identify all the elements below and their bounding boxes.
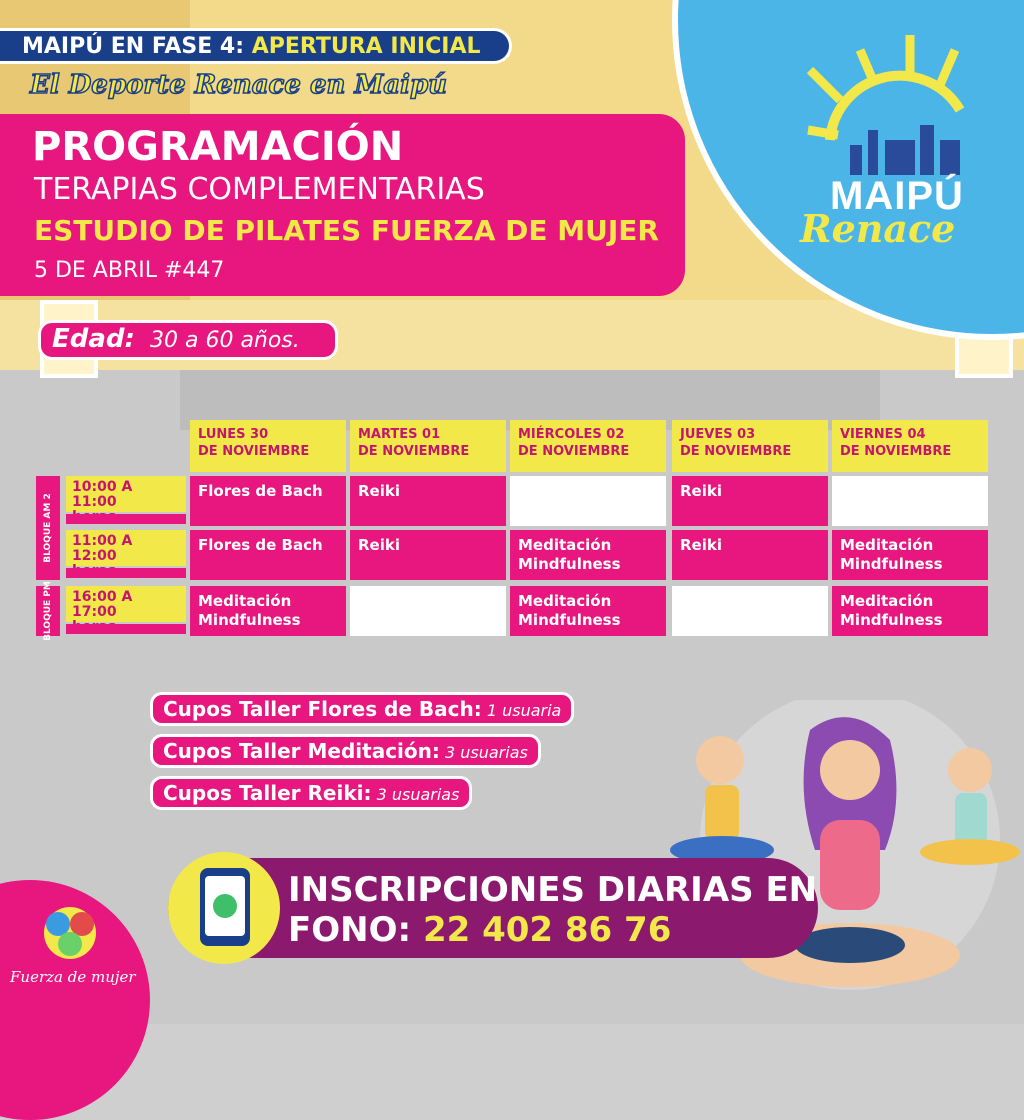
- day-name: MIÉRCOLES 02: [518, 427, 625, 442]
- time-slot: [66, 530, 186, 566]
- schedule-cell: [510, 586, 666, 636]
- activity: Meditación: [518, 536, 612, 554]
- schedule-cell: [672, 530, 828, 580]
- schedule-cell-empty: [672, 586, 828, 636]
- day-name: JUEVES 03: [680, 427, 756, 442]
- cupo-value: 1 usuaria: [486, 701, 562, 720]
- activity-line2: Mindfulness: [840, 611, 943, 629]
- phone-number: 22 402 86 76: [422, 910, 672, 950]
- activity: Reiki: [358, 536, 400, 554]
- time-bar: [66, 514, 186, 524]
- schedule-cell-empty: [350, 586, 506, 636]
- block-label: BLOQUE AM 2: [36, 476, 60, 580]
- day-header: [672, 420, 828, 472]
- fuerza-logo-text: Fuerza de mujer: [10, 968, 136, 986]
- activity: Reiki: [680, 536, 722, 554]
- activity: Reiki: [358, 482, 400, 500]
- schedule-cell-empty: [832, 476, 988, 526]
- schedule-cell: [510, 530, 666, 580]
- cupo-value: 3 usuarias: [376, 785, 460, 804]
- age-label: Edad:: [52, 324, 135, 354]
- day-name: VIERNES 04: [840, 427, 926, 442]
- cupo-badge: [150, 692, 574, 726]
- phase-text: [22, 34, 481, 59]
- time-range: 10:00 A 11:00: [72, 479, 133, 510]
- time-range: 16:00 A 17:00: [72, 589, 133, 620]
- phone-label: FONO:: [288, 910, 412, 950]
- program-address: 5 DE ABRIL #447: [34, 258, 225, 283]
- day-month: DE NOVIEMBRE: [358, 444, 470, 459]
- day-header: [350, 420, 506, 472]
- time-bar: [66, 624, 186, 634]
- time-slot: [66, 586, 186, 622]
- activity-line2: Mindfulness: [198, 611, 301, 629]
- flower-logo-icon: [30, 900, 110, 966]
- day-header: [510, 420, 666, 472]
- day-name: LUNES 30: [198, 427, 269, 442]
- program-studio: ESTUDIO DE PILATES FUERZA DE MUJER: [34, 214, 659, 247]
- time-slot: [66, 476, 186, 512]
- activity: Meditación: [840, 592, 934, 610]
- schedule-cell: [190, 586, 346, 636]
- activity: Meditación: [198, 592, 292, 610]
- time-range: 11:00 A 12:00: [72, 533, 133, 564]
- activity: Flores de Bach: [198, 482, 323, 500]
- schedule-cell: [190, 530, 346, 580]
- activity: Flores de Bach: [198, 536, 323, 554]
- activity: Reiki: [680, 482, 722, 500]
- day-month: DE NOVIEMBRE: [198, 444, 310, 459]
- day-header: [190, 420, 346, 472]
- activity-line2: Mindfulness: [518, 555, 621, 573]
- schedule-cell: [832, 586, 988, 636]
- cupo-value: 3 usuarias: [444, 743, 528, 762]
- program-title: PROGRAMACIÓN: [32, 124, 404, 170]
- schedule-cell: [190, 476, 346, 526]
- cupo-badge: [150, 776, 472, 810]
- block-label: BLOQUE PM: [36, 586, 60, 636]
- campaign-title: El Deporte Renace en Maipú: [30, 70, 448, 100]
- day-name: MARTES 01: [358, 427, 441, 442]
- phase-highlight: APERTURA INICIAL: [251, 34, 481, 59]
- program-subtitle: TERAPIAS COMPLEMENTARIAS: [34, 172, 485, 207]
- logo-subtitle: Renace: [800, 206, 956, 251]
- registration-line2: [288, 910, 671, 950]
- activity-line2: Mindfulness: [518, 611, 621, 629]
- age-value: 30 a 60 años.: [150, 328, 300, 353]
- day-month: DE NOVIEMBRE: [518, 444, 630, 459]
- schedule-cell-empty: [510, 476, 666, 526]
- day-month: DE NOVIEMBRE: [840, 444, 952, 459]
- schedule-cell: [350, 530, 506, 580]
- sun-icon: [790, 30, 990, 180]
- cupo-label: Cupos Taller Flores de Bach:: [163, 697, 482, 721]
- day-header: [832, 420, 988, 472]
- cupo-badge: [150, 734, 541, 768]
- activity: Meditación: [518, 592, 612, 610]
- schedule-cell: [832, 530, 988, 580]
- activity-line2: Mindfulness: [840, 555, 943, 573]
- logo-title: MAIPÚ: [830, 174, 964, 218]
- phase-main: MAIPÚ EN FASE 4:: [22, 34, 245, 59]
- registration-line1: INSCRIPCIONES DIARIAS EN: [288, 870, 818, 910]
- schedule-cell: [672, 476, 828, 526]
- cupo-label: Cupos Taller Reiki:: [163, 781, 372, 805]
- activity: Meditación: [840, 536, 934, 554]
- phone-icon: [190, 862, 260, 952]
- schedule-cell: [350, 476, 506, 526]
- time-bar: [66, 568, 186, 578]
- cupo-label: Cupos Taller Meditación:: [163, 739, 440, 763]
- day-month: DE NOVIEMBRE: [680, 444, 792, 459]
